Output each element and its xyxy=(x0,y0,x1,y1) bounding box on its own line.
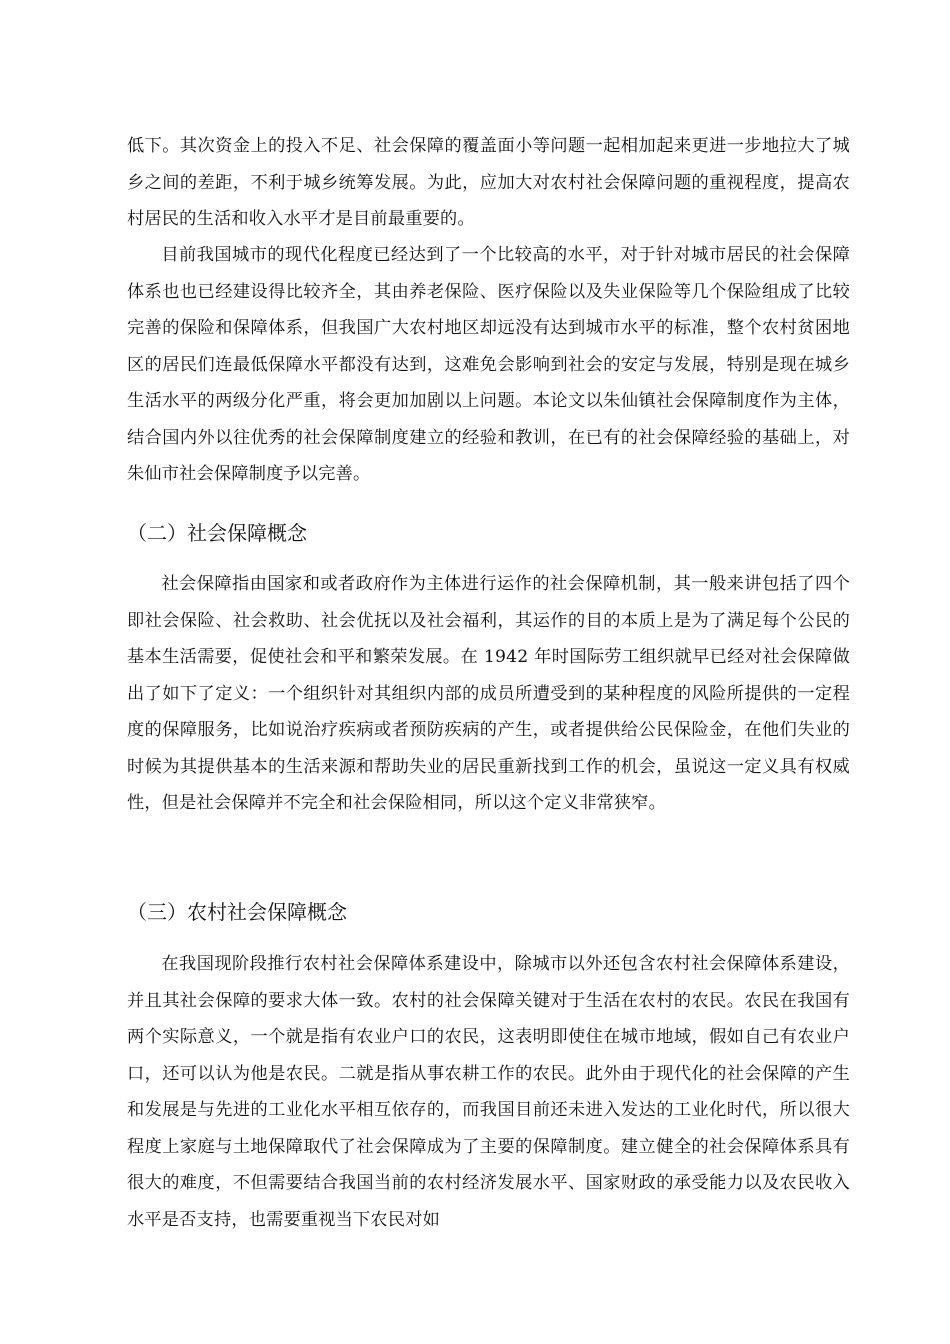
paragraph-continued: 低下。其次资金上的投入不足、社会保障的覆盖面小等问题一起相加起来更进一步地拉大了城乡之间的差距，不利于城乡统筹发展。为此，应加大对农村社会保障问题的重视程度，提高农村居民的生活和收入水平才是目前最重要的。 xyxy=(127,136,850,229)
paragraph-social-security-definition: 社会保障指由国家和或者政府作为主体进行运作的社会保障机制，其一般来讲包括了四个即社会保险、社会救助、社会优抚以及社会福利，其运作的目的本质上是为了满足每个公民的基本生活需要，促使社会和平和繁荣发展。在 1942 年时国际劳工组织就早已经对社会保障做出了如下了定义：一个组织针对其组织内部的成员所遭受到的某种程度的风险所提供的一定程度的保障服务，比如说治疗疾病或者预防疾病的产生，或者提供给公民保险金，在他们失业的时候为其提供基本的生活来源和帮助失业的居民重新找到工作的机会，虽说这一定义具有权威性，但是社会保障并不完全和社会保险相同，所以这个定义非常狭窄。 xyxy=(127,574,850,813)
section-heading-rural-social-security-concept: （三）农村社会保障概念 xyxy=(127,900,347,924)
section-heading-social-security-concept: （二）社会保障概念 xyxy=(127,521,307,545)
paragraph-urban-social-security: 目前我国城市的现代化程度已经达到了一个比较高的水平，对于针对城市居民的社会保障体系也也已经建设得比较齐全，其由养老保险、医疗保险以及失业保险等几个保险组成了比较完善的保险和保障体系，但我国广大农村地区却远没有达到城市水平的标准，整个农村贫困地区的居民们连最低保障水平都没有达到，这难免会影响到社会的安定与发展，特别是现在城乡生活水平的两级分化严重，将会更加加剧以上问题。本论文以朱仙镇社会保障制度作为主体，结合国内外以往优秀的社会保障制度建立的经验和教训，在已有的社会保障经验的基础上，对朱仙市社会保障制度予以完善。 xyxy=(127,245,850,484)
paragraph-rural-social-security: 在我国现阶段推行农村社会保障体系建设中，除城市以外还包含农村社会保障体系建设，并且其社会保障的要求大体一致。农村的社会保障关键对于生活在农村的农民。农民在我国有两个实际意义，一个就是指有农业户口的农民，这表明即使住在城市地域，假如自己有农业户口，还可以认为他是农民。二就是指从事农耕工作的农民。此外由于现代化的社会保障的产生和发展是与先进的工业化水平相互依存的，而我国目前还未进入发达的工业化时代，所以很大程度上家庭与土地保障取代了社会保障成为了主要的保障制度。建立健全的社会保障体系具有很大的难度，不但需要结合我国当前的农村经济发展水平、国家财政的承受能力以及农民收入水平是否支持，也需要重视当下农民对如 xyxy=(127,954,850,1230)
